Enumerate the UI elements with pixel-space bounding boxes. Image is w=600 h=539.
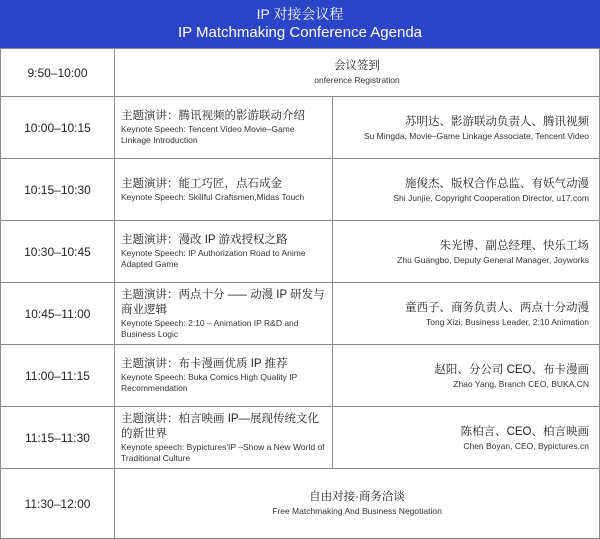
topic-en: Keynote speech: Bypictures'IP –Show a New World of Traditional Culture — [121, 441, 325, 463]
time-cell: 10:00–10:15 — [1, 97, 115, 159]
topic-cell — [115, 97, 333, 159]
header-title-en: IP Matchmaking Conference Agenda — [177, 24, 423, 41]
agenda-row — [1, 221, 600, 283]
topic-en: Keynote Speech: Skillful Craftsmen,Midas Touch — [121, 191, 305, 202]
speaker-zh: 苏明达、影游联动负责人、腾讯视频 — [405, 115, 589, 128]
topic-cell — [115, 221, 333, 283]
speaker-zh: 童西子、商务负责人、两点十分动漫 — [405, 301, 589, 314]
time-cell: 11:30–12:00 — [1, 469, 115, 539]
topic-en: Keynote Speech: Tencent Video Movie–Game Linkage Introduction — [121, 124, 295, 145]
speaker-en: Zhao Yang, Branch CEO, BUKA.CN — [453, 378, 589, 389]
speaker-en: Chen Boyan, CEO, Bypictures.cn — [463, 440, 589, 451]
topic-zh: 主题演讲：腾讯视频的影游联动介绍 — [121, 110, 305, 122]
topic-zh: 主题演讲：漫改 IP 游戏授权之路 — [121, 234, 288, 246]
topic-cell — [115, 407, 333, 469]
agenda-row — [1, 407, 600, 469]
agenda-row — [1, 283, 600, 345]
speaker-zh: 陈柏言、CEO、柏言映画 — [460, 425, 589, 438]
speaker-en: Tong Xizi, Business Leader, 2:10 Animation — [425, 316, 589, 327]
agenda-row — [1, 97, 600, 159]
agenda-header — [0, 0, 600, 48]
speaker-cell — [333, 159, 600, 221]
speaker-zh: 赵阳、分公司 CEO、布卡漫画 — [434, 363, 589, 376]
topic-zh: 主题演讲：能工巧匠，点石成金 — [121, 177, 282, 190]
registration-cell — [115, 49, 600, 97]
topic-zh: 主题演讲：布卡漫画优质 IP 推荐 — [121, 358, 288, 370]
agenda-row — [1, 345, 600, 407]
time-cell: 11:15–11:30 — [1, 407, 115, 469]
registration-en: onference Registration — [314, 75, 400, 85]
closing-zh: 自由对接·商务洽谈 — [309, 491, 405, 503]
header-title-zh: IP 对接会议程 — [256, 6, 344, 22]
speaker-cell — [333, 97, 600, 159]
topic-en: Keynote Speech: IP Authorization Road to Anime Adapted Game — [121, 248, 306, 269]
topic-cell — [115, 345, 333, 407]
time-cell: 10:15–10:30 — [1, 159, 115, 221]
closing-en: Free Matchmaking And Business Negotiation — [272, 506, 442, 516]
speaker-en: Zhu Guangbo, Deputy General Manager, Joyworks — [397, 254, 589, 265]
time-cell: 10:45–11:00 — [1, 283, 115, 345]
time-cell: 10:30–10:45 — [1, 221, 115, 283]
registration-zh: 会议签到 — [334, 60, 380, 72]
speaker-en: Su Mingda, Movie–Game Linkage Associate, Tencent Video — [363, 130, 589, 141]
speaker-zh: 朱光博、副总经理、快乐工场 — [439, 239, 589, 252]
agenda-row-closing — [1, 469, 600, 539]
speaker-cell — [333, 283, 600, 345]
time-cell: 11:00–11:15 — [1, 345, 115, 407]
topic-cell — [115, 159, 333, 221]
agenda-row — [1, 159, 600, 221]
topic-en: Keynote Speech: Buka Comics High Quality IP Recommendation — [121, 372, 298, 393]
speaker-cell — [333, 407, 600, 469]
time-cell: 9:50–10:00 — [1, 49, 115, 97]
speaker-zh: 施俊杰、版权合作总监、有妖气动漫 — [405, 177, 589, 190]
speaker-cell — [333, 345, 600, 407]
topic-en: Keynote Speech: 2:10 – Animation IP R&D and Business Logic — [121, 317, 299, 339]
agenda-table — [0, 48, 600, 539]
speaker-en: Shi Junjie, Copyright Cooperation Director, u17.com — [393, 192, 589, 203]
topic-zh: 主题演讲：柏言映画 IP—展现传统文化的新世界 — [121, 412, 320, 440]
closing-cell — [115, 469, 600, 539]
speaker-cell — [333, 221, 600, 283]
topic-cell — [115, 283, 333, 345]
topic-zh: 主题演讲：两点十分 ––– 动漫 IP 研发与商业逻辑 — [121, 288, 325, 316]
agenda-row-registration — [1, 49, 600, 97]
